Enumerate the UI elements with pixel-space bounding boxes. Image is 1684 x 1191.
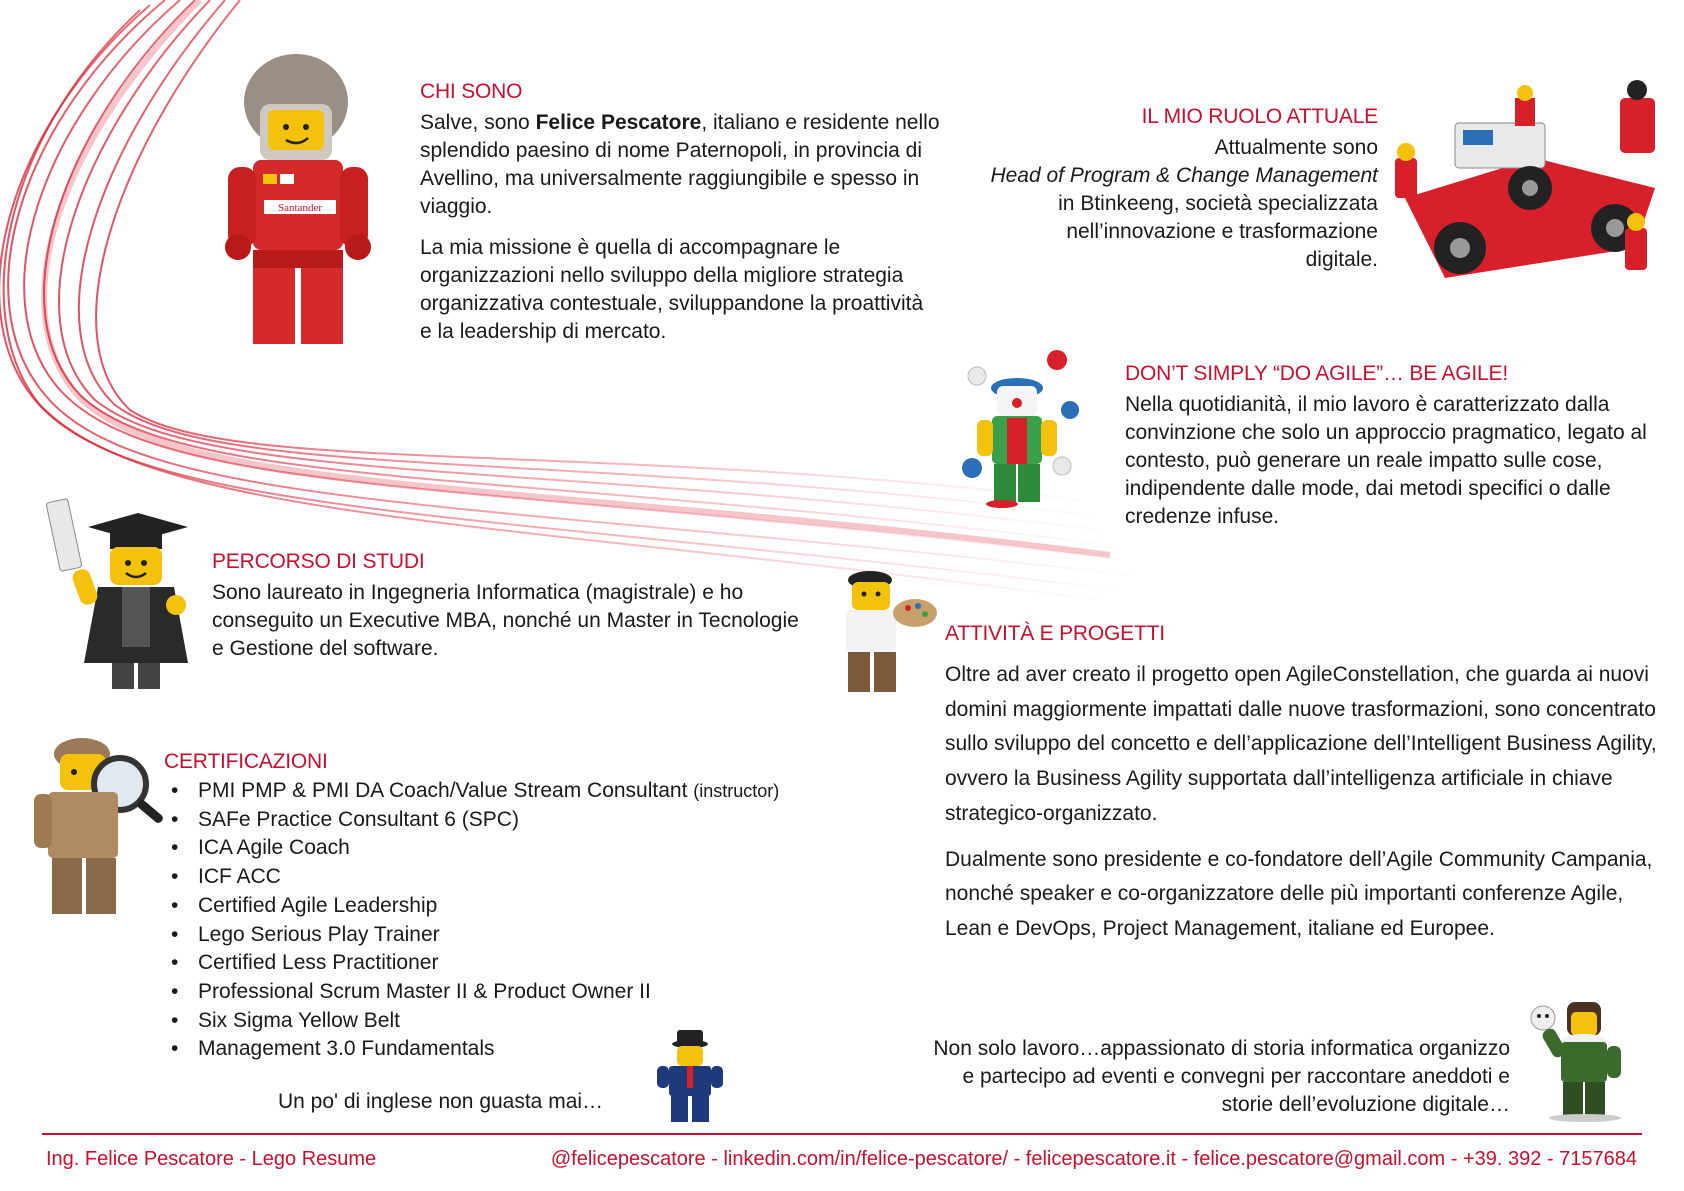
cert-note: (instructor)	[693, 781, 780, 801]
list-item: • Certified Less Practitioner	[164, 949, 864, 978]
cert-name: PMI PMP & PMI DA Coach/Value Stream Consultant	[198, 779, 688, 802]
attivita-paragraph-1: Oltre ad aver creato il progetto open AgileConstellation, che guarda ai nuovi domini maggiormente impattati dalle nuove trasformazioni, sono concentrato sullo sviluppo del concetto e dell’applicazione dell’Intelligent Business Agility, ovvero la Business Agility supportata dall’intelligenza artificiale in chiave strategico-organizzato.	[945, 663, 1657, 825]
storia-line: e partecipo ad eventi e convegni per raccontare aneddoti e	[962, 1065, 1510, 1088]
section-chi-sono	[420, 80, 940, 346]
list-item	[164, 777, 864, 806]
list-item: • Six Sigma Yellow Belt	[164, 1007, 864, 1036]
footer-contacts: @felicepescatore - linkedin.com/in/felice-pescatore/ - felicepescatore.it - felice.pescatore@gmail.com - +39. 392 - 7157684	[550, 1148, 1637, 1170]
racing-driver-minifig-image	[208, 52, 388, 352]
section-attivita	[945, 622, 1667, 947]
list-item: • Professional Scrum Master II & Product Owner II	[164, 978, 864, 1007]
section-title: CERTIFICAZIONI	[164, 750, 328, 773]
list-item: • ICF ACC	[164, 863, 864, 892]
name-highlight: Felice Pescatore	[535, 111, 702, 134]
list-item: • Certified Agile Leadership	[164, 892, 864, 921]
list-item: • Lego Serious Play Trainer	[164, 921, 864, 950]
english-gentleman-minifig-image	[655, 1030, 725, 1125]
section-title: DON’T SIMPLY “DO AGILE”… BE AGILE!	[1125, 362, 1508, 385]
graduate-minifig-image	[48, 495, 198, 690]
section-be-agile	[1125, 362, 1665, 531]
storia-line: storie dell’evoluzione digitale…	[1221, 1093, 1510, 1116]
be-agile-paragraph: Nella quotidianità, il mio lavoro è caratterizzato dalla convinzione che solo un approccio pragmatico, legato al contesto, può generare un reale impatto sulle cose, indipendente dalle mode, dai metodi specifici o dalle credenze infuse.	[1125, 393, 1647, 528]
hamlet-minifig-image	[1525, 998, 1635, 1123]
inglese-caption: Un po' di inglese non guasta mai…	[278, 1090, 604, 1113]
studi-paragraph: Sono laureato in Ingegneria Informatica (magistrale) e ho conseguito un Executive MBA, nonché un Master in Tecnologie e Gestione del software.	[212, 581, 799, 660]
section-title: CHI SONO	[420, 80, 523, 103]
attivita-paragraph-2: Dualmente sono presidente e co-fondatore dell’Agile Community Campania, nonché speaker e co-organizzatore delle più importanti conferenze Agile, Lean e DevOps, Project Management, italiane ed Europee.	[945, 847, 1653, 940]
section-title: ATTIVITÀ E PROGETTI	[945, 622, 1165, 645]
section-storia	[860, 1035, 1510, 1119]
list-item: • Management 3.0 Fundamentals	[164, 1035, 864, 1064]
painter-minifig-image	[830, 568, 940, 698]
footer-divider	[42, 1133, 1642, 1135]
chi-sono-paragraph-2: La mia missione è quella di accompagnare le organizzazioni nello sviluppo della migliore strategia organizzativa contestuale, sviluppandone la proattività e la leadership di mercato.	[420, 236, 924, 343]
section-title: PERCORSO DI STUDI	[212, 550, 425, 573]
section-title: IL MIO RUOLO ATTUALE	[1141, 105, 1378, 128]
footer-left: Ing. Felice Pescatore - Lego Resume	[46, 1148, 377, 1170]
detective-minifig-image	[30, 732, 165, 922]
section-certificazioni	[164, 750, 864, 1064]
list-item: • ICA Agile Coach	[164, 834, 864, 863]
section-ruolo	[930, 105, 1378, 274]
chi-sono-paragraph-1	[420, 109, 940, 221]
ruolo-role-title: Head of Program & Change Management	[990, 164, 1378, 187]
text-span: , italiano e residente nello splendido paesino di nome Paternopoli, in provincia di Avellino, ma universalmente raggiungibile e spesso in viaggio.	[420, 111, 940, 218]
figure-label: Santander	[278, 202, 322, 214]
certifications-list	[164, 777, 864, 1064]
storia-line: Non solo lavoro…appassionato di storia informatica organizzo	[933, 1037, 1510, 1060]
juggler-clown-minifig-image	[952, 348, 1082, 508]
f1-lego-set-image	[1385, 78, 1675, 308]
ruolo-line: digitale.	[1305, 248, 1378, 271]
ruolo-line: Attualmente sono	[1214, 136, 1378, 159]
ruolo-line: nell’innovazione e trasformazione	[1066, 220, 1378, 243]
ruolo-line: in Btinkeeng, società specializzata	[1058, 192, 1378, 215]
section-studi	[212, 550, 812, 663]
list-item: • SAFe Practice Consultant 6 (SPC)	[164, 806, 864, 835]
text-span: Salve, sono	[420, 111, 536, 134]
